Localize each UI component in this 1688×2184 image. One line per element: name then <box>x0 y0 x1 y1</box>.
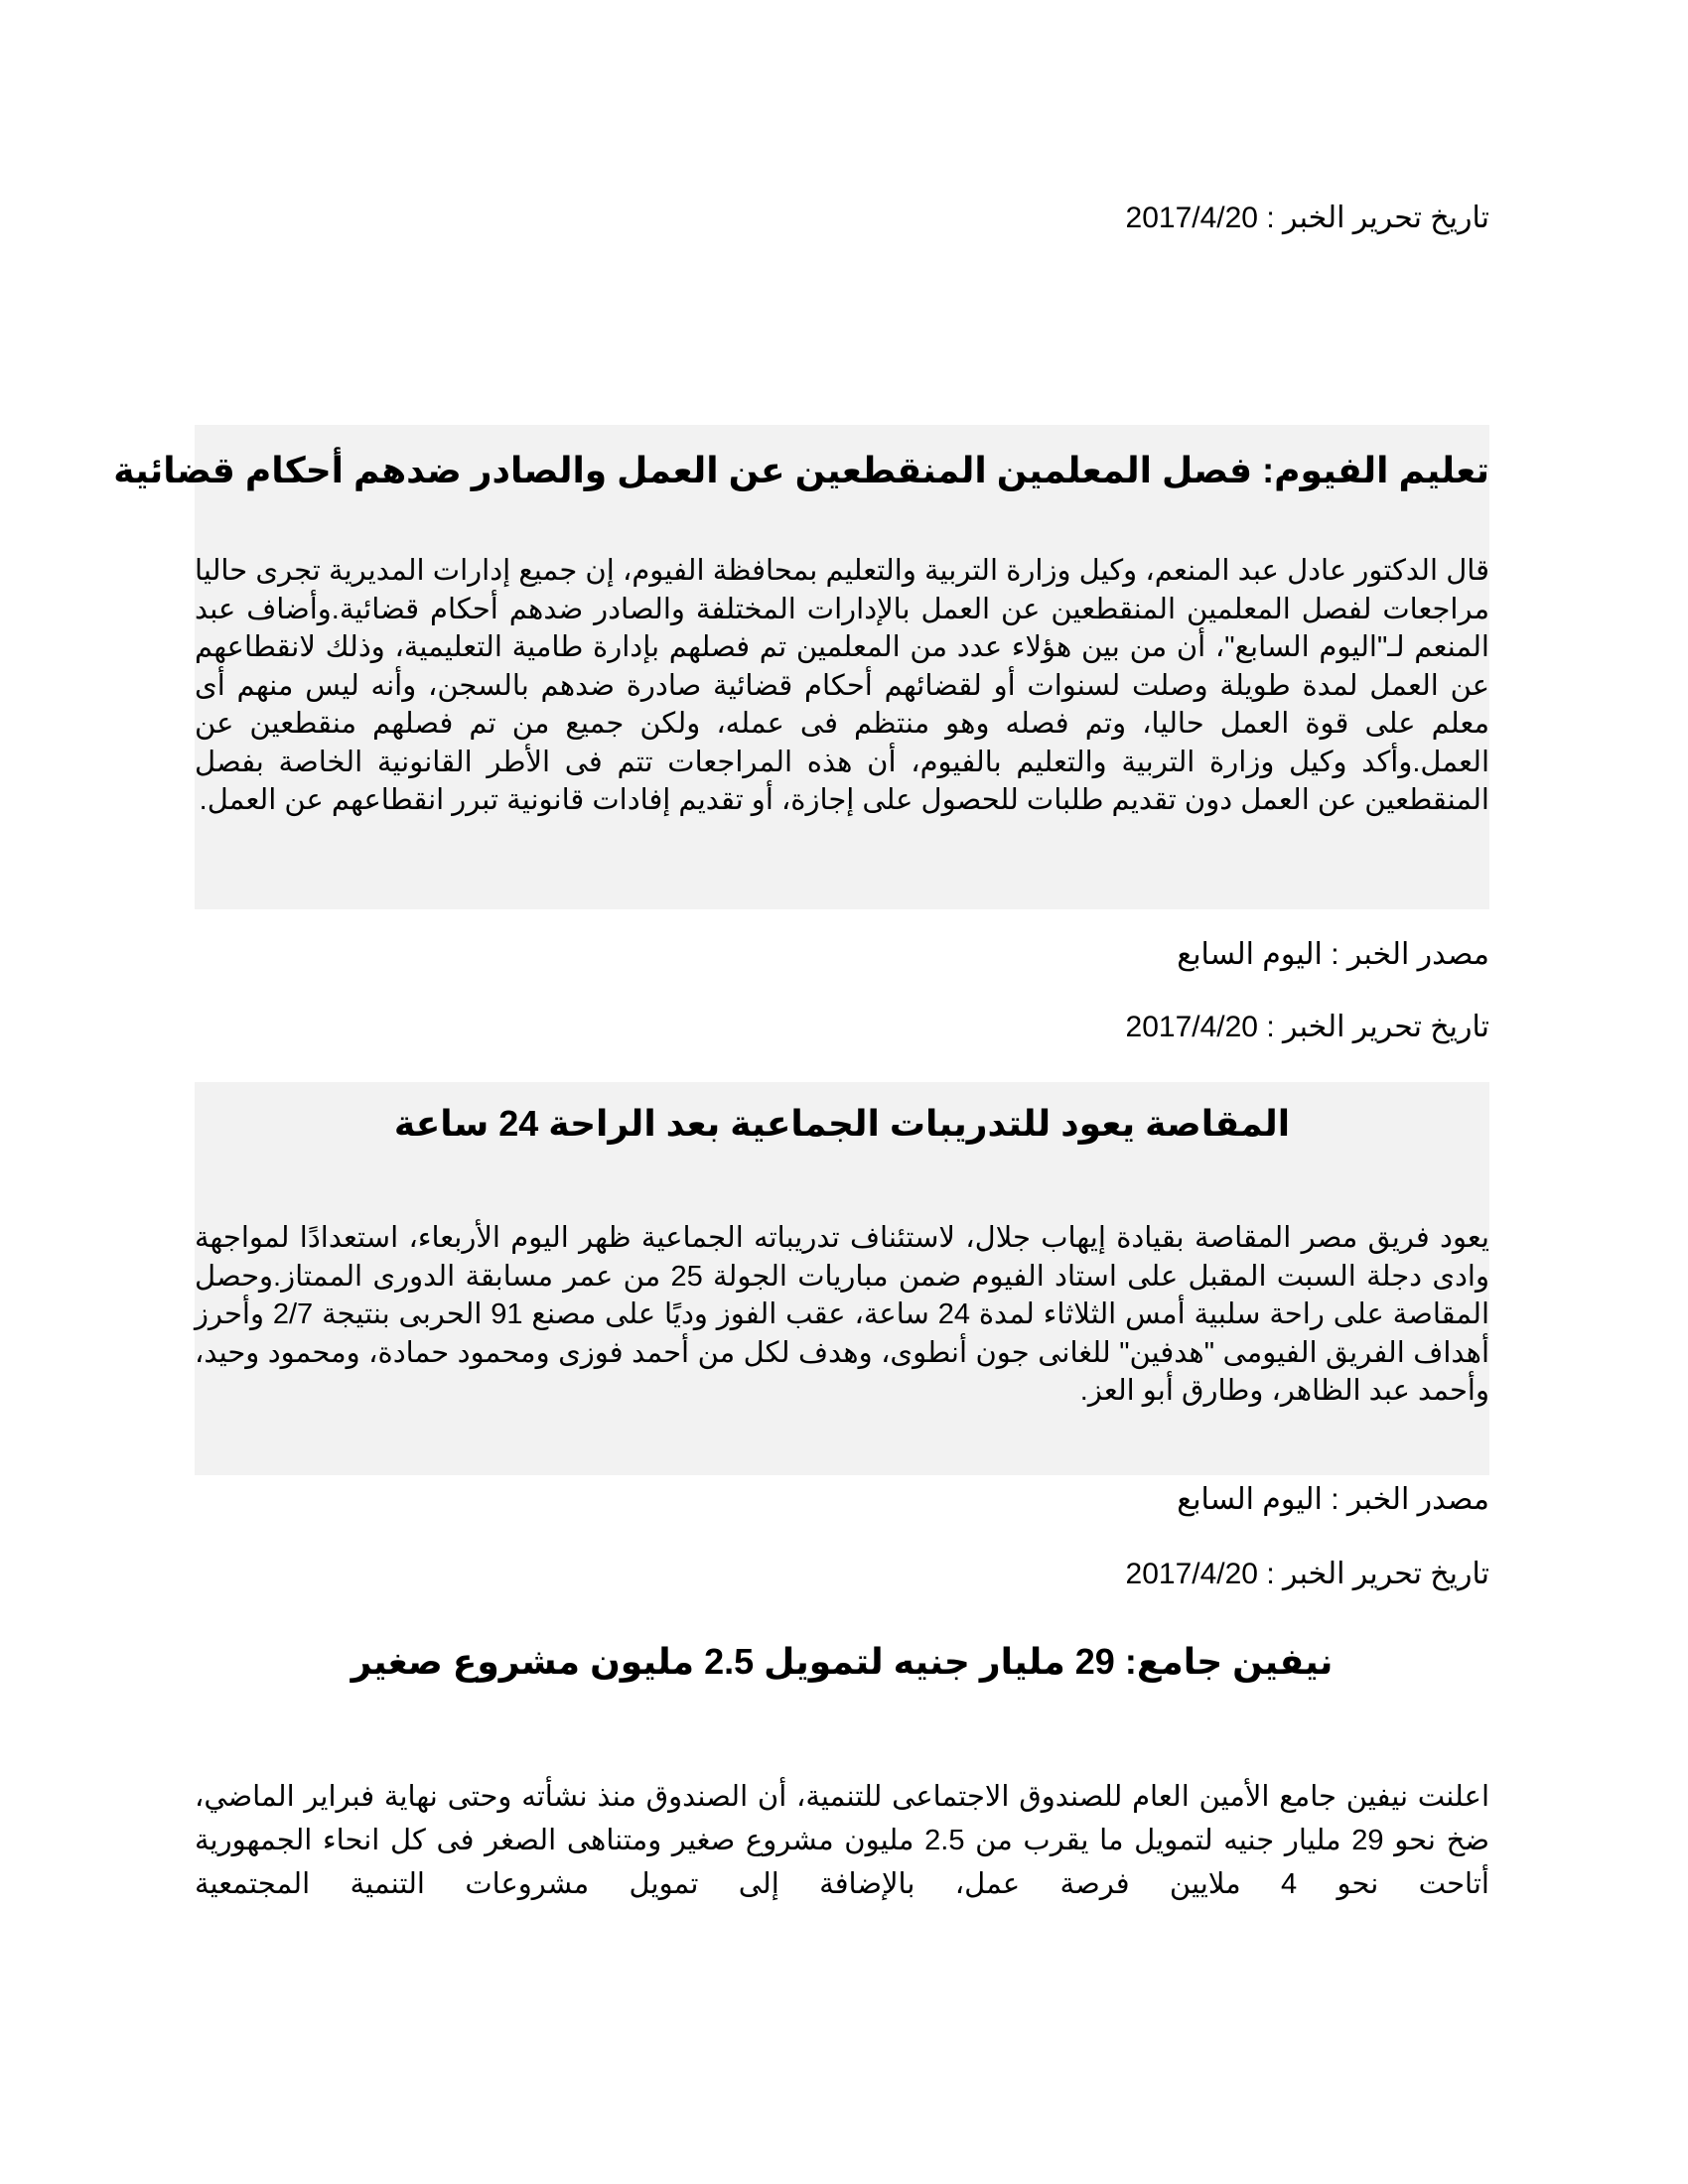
document-page <box>113 0 1490 2184</box>
article-1-date-line <box>195 199 1489 238</box>
article-1-body: قال الدكتور عادل عبد المنعم، وكيل وزارة التربية والتعليم بمحافظة الفيوم، إن جميع إدارات المديرية تجرى حاليا مراجعات لفصل المعلمين المنقطعين عن العمل بالإدارات المختلفة والصادر ضدهم أحكام قضائية.وأضاف عبد المنعم لـ"اليوم السابع"، أن من بين هؤلاء عدد من المعلمين تم فصلهم بإدارة طامية التعليمية، وذلك لانقطاعهم عن العمل لمدة طويلة وصلت لسنوات أو لقضائهم أحكام قضائية صادرة ضدهم بالسجن، وأنه ليس منهم أى معلم على قوة العمل حاليا، وتم فصله وهو منتظم فى عمله، ولكن جميع من تم فصلهم منقطعين عن العمل.وأكد وكيل وزارة التربية والتعليم بالفيوم، أن هذه المراجعات تتم فى الأطر القانونية الخاصة بفصل المنقطعين عن العمل دون تقديم طلبات للحصول على إجازة، أو تقديم إفادات قانونية تبرر انقطاعهم عن العمل. <box>195 555 1489 816</box>
article-3-date-label: تاريخ تحرير الخبر : <box>1266 1558 1489 1590</box>
article-3-body: اعلنت نيفين جامع الأمين العام للصندوق الاجتماعى للتنمية، أن الصندوق منذ نشأته وحتى نهاية فبراير الماضي، ضخ نحو 29 مليار جنيه لتمويل ما يقرب من 2.5 مليون مشروع صغير ومتناهى الصغر فى كل انحاء الجمهورية أتاحت نحو 4 ملايين فرصة عمل، بالإضافة إلى تمويل مشروعات التنمية المجتمعية <box>195 1781 1489 1900</box>
article-1-headline: تعليم الفيوم: فصل المعلمين المنقطعين عن العمل والصادر ضدهم أحكام قضائية <box>113 450 1489 490</box>
article-2-source-value: اليوم السابع <box>1177 1483 1323 1516</box>
article-2-body: يعود فريق مصر المقاصة بقيادة إيهاب جلال، لاستئناف تدريباته الجماعية ظهر اليوم الأربعاء، استعدادًا لمواجهة وادى دجلة السبت المقبل على استاد الفيوم ضمن مباريات الجولة 25 من عمر مسابقة الدورى الممتاز.وحصل المقاصة على راحة سلبية أمس الثلاثاء لمدة 24 ساعة، عقب الفوز وديًا على مصنع 91 الحربى بنتيجة 2/7 وأحرز أهداف الفريق الفيومى "هدفين" للغانى جون أنطوى، وهدف لكل من أحمد فوزى ومحمود حمادة، ومحمود وحيد، وأحمد عبد الظاهر، وطارق أبو العز. <box>195 1222 1490 1407</box>
article-1-box <box>113 425 1489 909</box>
article-1-source-line <box>195 935 1489 975</box>
article-2-source-label: مصدر الخبر : <box>1331 1483 1489 1516</box>
article-1-source-label: مصدر الخبر : <box>1331 938 1489 971</box>
article-1-date-value: 2017/4/20 <box>1125 202 1258 234</box>
article-3-date-line <box>195 1555 1489 1594</box>
article-3-headline: نيفين جامع: 29 مليار جنيه لتمويل 2.5 مليون مشروع صغير <box>351 1641 1334 1682</box>
article-3-date-value: 2017/4/20 <box>1125 1558 1258 1590</box>
article-1-date-label: تاريخ تحرير الخبر : <box>1266 202 1489 234</box>
article-2-date-label: تاريخ تحرير الخبر : <box>1266 1011 1489 1043</box>
article-2-box <box>195 1082 1489 1475</box>
article-2-headline: المقاصة يعود للتدريبات الجماعية بعد الراحة 24 ساعة <box>393 1103 1291 1144</box>
article-3-box <box>195 1638 1489 1936</box>
article-1-source-value: اليوم السابع <box>1177 938 1323 971</box>
article-2-source-line <box>195 1480 1489 1520</box>
article-2-date-line <box>195 1008 1489 1047</box>
article-2-date-value: 2017/4/20 <box>1125 1011 1258 1043</box>
